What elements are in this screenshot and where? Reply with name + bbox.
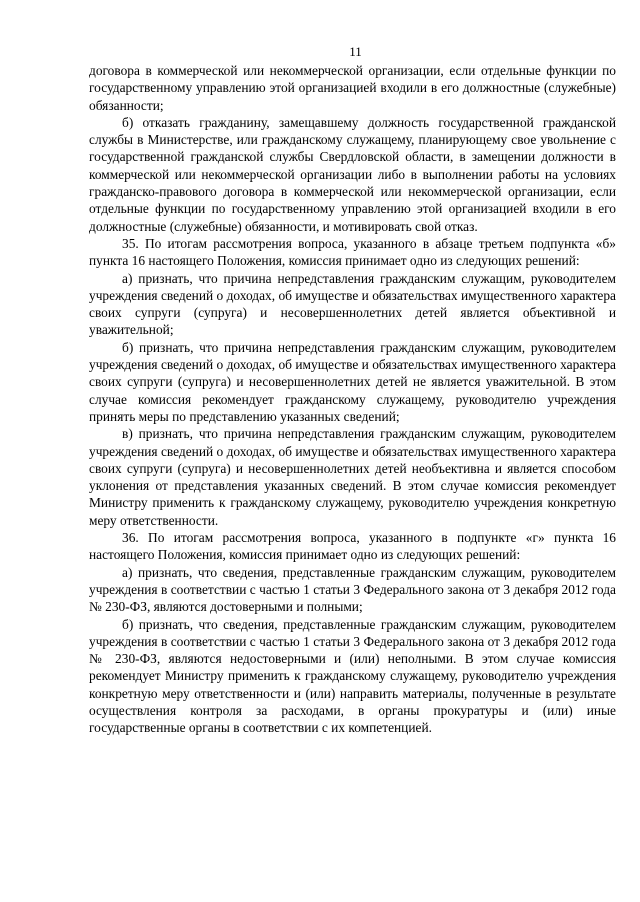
paragraph-7: 36. По итогам рассмотрения вопроса, указанного в подпункте «г» пункта 16 настоящего Положения, комиссия принимает одно из следующих решений:: [89, 530, 616, 563]
paragraph-2: б) отказать гражданину, замещавшему должность государственной гражданской службы в Министерстве, или гражданскому служащему, планирующему свое увольнение с государственной гражданской службы Свердловской области, в замещении должности в коммерческой или некоммерческой организации либо в выполнении работы на условиях гражданско-правового договора в коммерческой или некоммерческой организации, если отдельные функции по государственному управлению этой организацией входили в его должностные (служебные) обязанности, и мотивировать свой отказ.: [89, 114, 616, 234]
page-number: 11: [349, 44, 362, 59]
paragraph-8: а) признать, что сведения, представленные гражданским служащим, руководителем учреждения в соответствии с частью 1 статьи 3 Федерального закона от 3 декабря 2012 года № 230-ФЗ, являются достоверными и полными;: [89, 564, 616, 615]
paragraph-9: б) признать, что сведения, представленные гражданским служащим, руководителем учреждения в соответствии с частью 1 статьи 3 Федерального закона от 3 декабря 2012 года № 230-ФЗ, являются недостоверными и (или) неполными. В этом случае комиссия рекомендует Министру применить к гражданскому служащему, руководителю учреждения конкретную меру ответственности и (или) направить материалы, полученные в результате осуществления контроля за расходами, в органы прокуратуры и (или) иные государственные органы в соответствии с их компетенцией.: [89, 616, 616, 736]
paragraph-1: договора в коммерческой или некоммерческой организации, если отдельные функции по государственному управлению этой организацией входили в его должностные (служебные) обязанности;: [89, 63, 616, 113]
paragraph-4: а) признать, что причина непредставления гражданским служащим, руководителем учреждения сведений о доходах, об имуществе и обязательствах имущественного характера своих супруги (супруга) и несовершеннолетних детей является объективной и уважительной;: [89, 270, 616, 338]
paragraph-5: б) признать, что причина непредставления гражданским служащим, руководителем учреждения сведений о доходах, об имуществе и обязательствах имущественного характера своих супруги (супруга) и несовершеннолетних детей не является уважительной. В этом случае комиссия рекомендует гражданскому служащему, руководителю учреждения принять меры по представлению указанных сведений;: [89, 339, 616, 424]
document-page: [89, 44, 616, 737]
paragraph-6: в) признать, что причина непредставления гражданским служащим, руководителем учреждения сведений о доходах, об имуществе и обязательствах имущественного характера своих супруги (супруга) и несовершеннолетних детей необъективна и является способом уклонения от представления указанных сведений. В этом случае комиссия рекомендует Министру применить к гражданскому служащему, руководителю учреждения конкретную меру ответственности.: [89, 426, 616, 528]
paragraph-3: 35. По итогам рассмотрения вопроса, указанного в абзаце третьем подпункта «б» пункта 16 настоящего Положения, комиссия принимает одно из следующих решений:: [89, 235, 616, 269]
